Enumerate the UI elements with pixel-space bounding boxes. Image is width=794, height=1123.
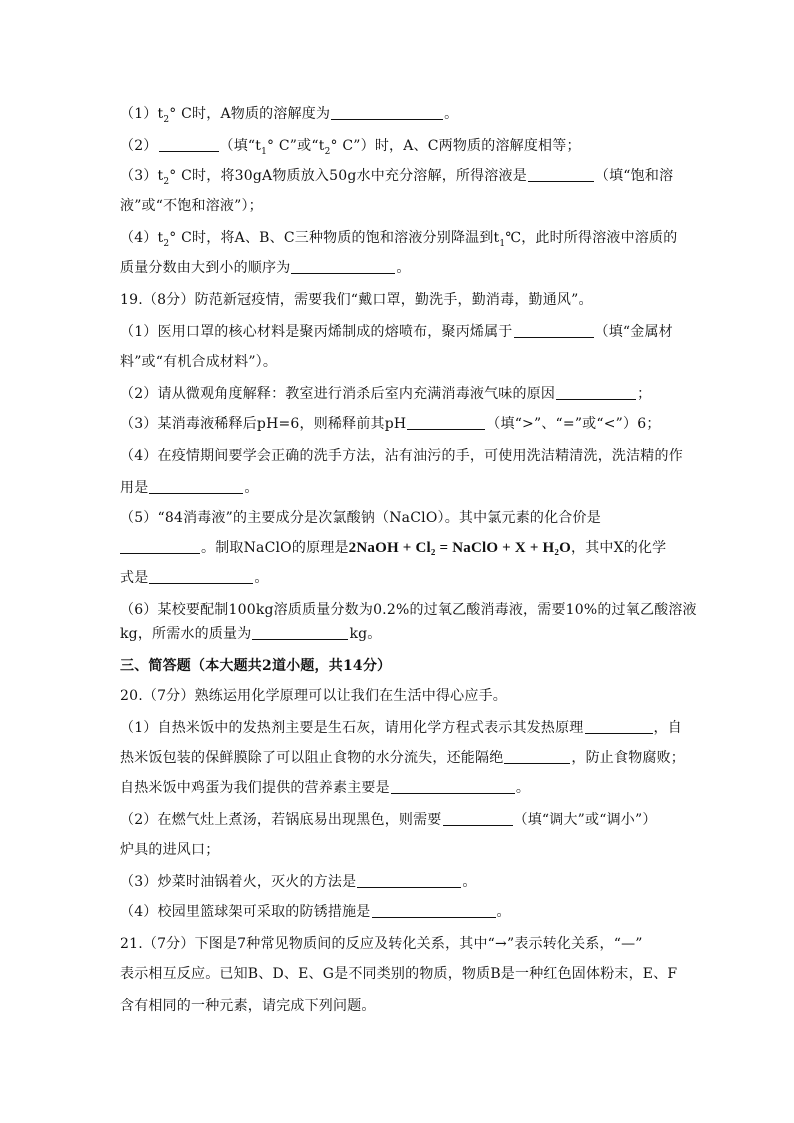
answer-blank[interactable] [120,539,200,554]
answer-blank[interactable] [149,569,253,584]
subscript: 1 [261,146,268,157]
answer-blank[interactable] [556,385,636,400]
text: （2） [120,138,158,154]
answer-blank[interactable] [585,719,653,734]
q18-part1 [120,104,676,130]
text: （3）某消毒液稀释后pH=6，则稀释前其pH [120,416,407,432]
q21-line3: 含有相同的一种元素，请完成下列问题。 [120,998,376,1014]
q20-part2 [120,810,676,830]
q19-part1-cont [120,352,676,372]
text: ° C时，A物质的溶解度为 [169,106,331,122]
q19-part5-cont [120,538,676,558]
answer-blank[interactable] [504,749,570,764]
answer-blank[interactable] [372,903,496,918]
q19-part5-cont2 [120,568,676,588]
q19-part6 [120,600,697,620]
text: 料”或“有机合成材料”）。 [120,354,278,370]
text: （1）医用口罩的核心材料是聚丙烯制成的熔喷布，聚丙烯属于 [120,324,513,340]
text: 质量分数由大到小的顺序为 [120,260,291,276]
q19-part1 [120,322,676,342]
q19-title: 19.（8分）防范新冠疫情，需要我们“戴口罩，勤洗手，勤消毒，勤通风”。 [120,292,593,308]
answer-blank[interactable] [407,415,485,430]
q18-part4 [120,228,676,254]
text: 。 [444,106,459,122]
subscript: 1 [499,238,506,249]
q19-part3 [120,414,676,434]
text: （填“调大”或“调小”） [513,812,657,828]
q19-part4 [120,446,683,466]
subscript: 2 [324,146,331,157]
subscript: 2 [163,176,170,187]
q20-part4 [120,902,676,922]
text: ° C”）时，A、C两物质的溶解度相等； [330,138,581,154]
text: （2）在燃气灶上煮汤，若锅底易出现黑色，则需要 [120,812,442,828]
text: ； [637,386,652,402]
q18-part4-cont [120,258,676,278]
answer-blank[interactable] [357,873,461,888]
text: （2）请从微观角度解释：教室进行消杀后室内充满消毒液气味的原因 [120,386,556,402]
text: 。 [515,780,531,796]
text: （1）t [120,106,164,122]
text: 。 [244,480,259,496]
text: （3）炒菜时油锅着火，灭火的方法是 [120,874,357,890]
text: ，防止食物腐败； [571,750,686,766]
text: （填“金属材 [594,324,673,340]
text: ，其中X的化学 [571,540,667,556]
text: 式是 [120,570,149,586]
answer-blank[interactable] [159,137,219,152]
text: ，自 [653,720,682,736]
q19-part4-cont [120,478,676,498]
q19-part2 [120,384,676,404]
answer-blank[interactable] [149,479,243,494]
q20-part1 [120,718,682,738]
section-title: 三、简答题（本大题共2道小题，共14分） [120,658,392,674]
chemical-equation: 2NaOH + Cl₂ = NaClO + X + H₂O [348,540,571,556]
answer-blank[interactable] [443,811,513,826]
text: （填“t [219,138,262,154]
text: kg，所需水的质量为 [120,626,252,642]
q18-part2 [120,136,676,162]
text: 。 [462,874,477,890]
q18-part3 [120,166,676,192]
answer-blank[interactable] [252,625,348,640]
text: 。 [496,904,511,920]
text: （填“>”、“=”或“<”）6； [486,416,661,432]
q20-part3 [120,872,676,892]
q19-part5 [120,508,676,528]
text: 自热米饭中鸡蛋为我们提供的营养素主要是 [120,780,390,796]
text: kg。 [349,626,382,642]
q20-part1-cont [120,748,686,768]
text: 热米饭包装的保鲜膜除了可以阻止食物的水分流失，还能隔绝 [120,750,504,766]
text: （1）自热米饭中的发热剂主要是生石灰，请用化学方程式表示其发热原理 [120,720,584,736]
q18-part3-cont [120,196,676,216]
q21-line2: 表示相互反应。已知B、D、E、G是不同类别的物质，物质B是一种红色固体粉末，E、F [120,966,678,982]
text: 。制取NaClO的原理是 [201,540,349,556]
text: ° C”或“t [267,138,325,154]
text: 。 [254,570,269,586]
text: ° C时，将30gA物质放入50g水中充分溶解，所得溶液是 [169,168,527,184]
text: （4）在疫情期间要学会正确的洗手方法，沾有油污的手，可使用洗洁精清洗，洗洁精的作 [120,448,683,464]
q20-part2-cont [120,840,676,860]
answer-blank[interactable] [331,105,443,120]
text: （4）校园里篮球架可采取的防锈措施是 [120,904,371,920]
q20-part1-cont2 [120,778,676,798]
q21-line1: 21.（7分）下图是7种常见物质间的反应及转化关系，其中“→”表示转化关系，“—” [120,936,643,952]
q20-title: 20.（7分）熟练运用化学原理可以让我们在生活中得心应手。 [120,688,507,704]
answer-blank[interactable] [391,779,515,794]
text: ° C时，将A、B、C三种物质的饱和溶液分别降温到t [169,230,500,246]
answer-blank[interactable] [514,323,594,338]
text: 液”或“不饱和溶液”）； [120,198,263,214]
text: （填“饱和溶 [594,168,674,184]
answer-blank[interactable] [291,259,395,274]
q19-part6-cont [120,624,676,644]
answer-blank[interactable] [528,167,594,182]
text: （3）t [120,168,164,184]
text: （4）t [120,230,164,246]
subscript: 2 [163,114,170,125]
text: （6）某校要配制100kg溶质质量分数为0.2%的过氧乙酸消毒液，需要10%的过氧乙酸溶液 [120,602,697,618]
text: 。 [396,260,411,276]
text: ℃，此时所得溶液中溶质的 [505,230,678,246]
text: 用是 [120,480,149,496]
text: （5）“84消毒液”的主要成分是次氯酸钠（NaClO）。其中氯元素的化合价是 [120,510,601,526]
subscript: 2 [163,238,170,249]
text: 炉具的进风口； [120,842,220,858]
